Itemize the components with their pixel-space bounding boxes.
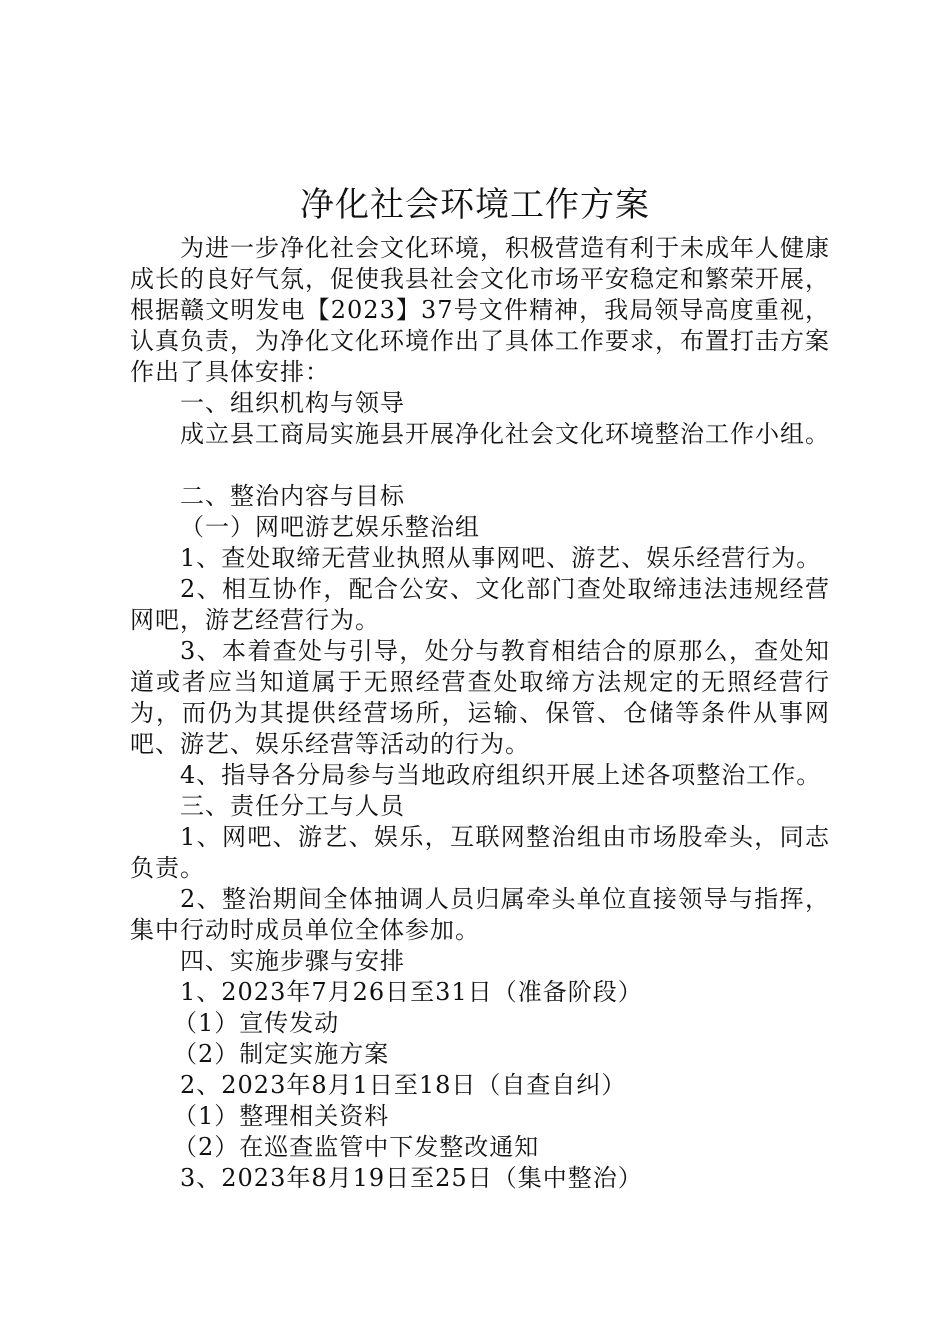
section-2-item-1: 1、查处取缔无营业执照从事网吧、游艺、娱乐经营行为。: [180, 544, 822, 572]
section-4-step-2-sub-2: （2）在巡查监管中下发整改通知: [173, 1133, 540, 1161]
section-4-step-1: 1、2023年7月26日至31日（准备阶段）: [180, 978, 643, 1006]
blank-line: [130, 450, 830, 481]
section-4-step-2-sub-1: （1）整理相关资料: [173, 1102, 390, 1130]
section-3-item-1: 1、网吧、游艺、娱乐，互联网整治组由市场股牵头，同志负责。: [130, 823, 830, 882]
section-4-step-1-sub-2: （2）制定实施方案: [173, 1040, 390, 1068]
section-3-heading: 三、责任分工与人员: [180, 792, 405, 820]
section-4-step-3: 3、2023年8月19日至25日（集中整治）: [180, 1164, 643, 1192]
document-title: 净化社会环境工作方案: [300, 185, 650, 225]
section-2-heading: 二、整治内容与目标: [180, 482, 405, 510]
section-3-item-2: 2、整治期间全体抽调人员归属牵头单位直接领导与指挥，集中行动时成员单位全体参加。: [130, 885, 830, 944]
section-2-item-3: 3、本着查处与引导，处分与教育相结合的原那么，查处知道或者应当知道属于无照经营查处取缔方法规定的无照经营行为，而仍为其提供经营场所，运输、保管、仓储等条件从事网吧、游艺、娱乐经营等活动的行为。: [130, 637, 830, 758]
section-2-item-4: 4、指导各分局参与当地政府组织开展上述各项整治工作。: [180, 761, 822, 789]
intro-paragraph: 为进一步净化社会文化环境，积极营造有利于未成年人健康成长的良好气氛，促使我县社会文化市场平安稳定和繁荣开展，根据赣文明发电【2023】37号文件精神，我局领导高度重视，认真负责，为净化文化环境作出了具体工作要求，布置打击方案作出了具体安排：: [130, 234, 830, 386]
section-4-heading: 四、实施步骤与安排: [180, 947, 405, 975]
section-4-step-2: 2、2023年8月1日至18日（自查自纠）: [180, 1071, 627, 1099]
document-body: [130, 233, 830, 1194]
section-2-group-heading: （一）网吧游艺娱乐整治组: [180, 513, 480, 541]
section-1-text: 成立县工商局实施县开展净化社会文化环境整治工作小组。: [180, 420, 830, 448]
section-2-item-2: 2、相互协作，配合公安、文化部门查处取缔违法违规经营网吧，游艺经营行为。: [130, 575, 830, 634]
section-4-step-1-sub-1: （1）宣传发动: [173, 1009, 340, 1037]
section-1-heading: 一、组织机构与领导: [180, 389, 405, 417]
